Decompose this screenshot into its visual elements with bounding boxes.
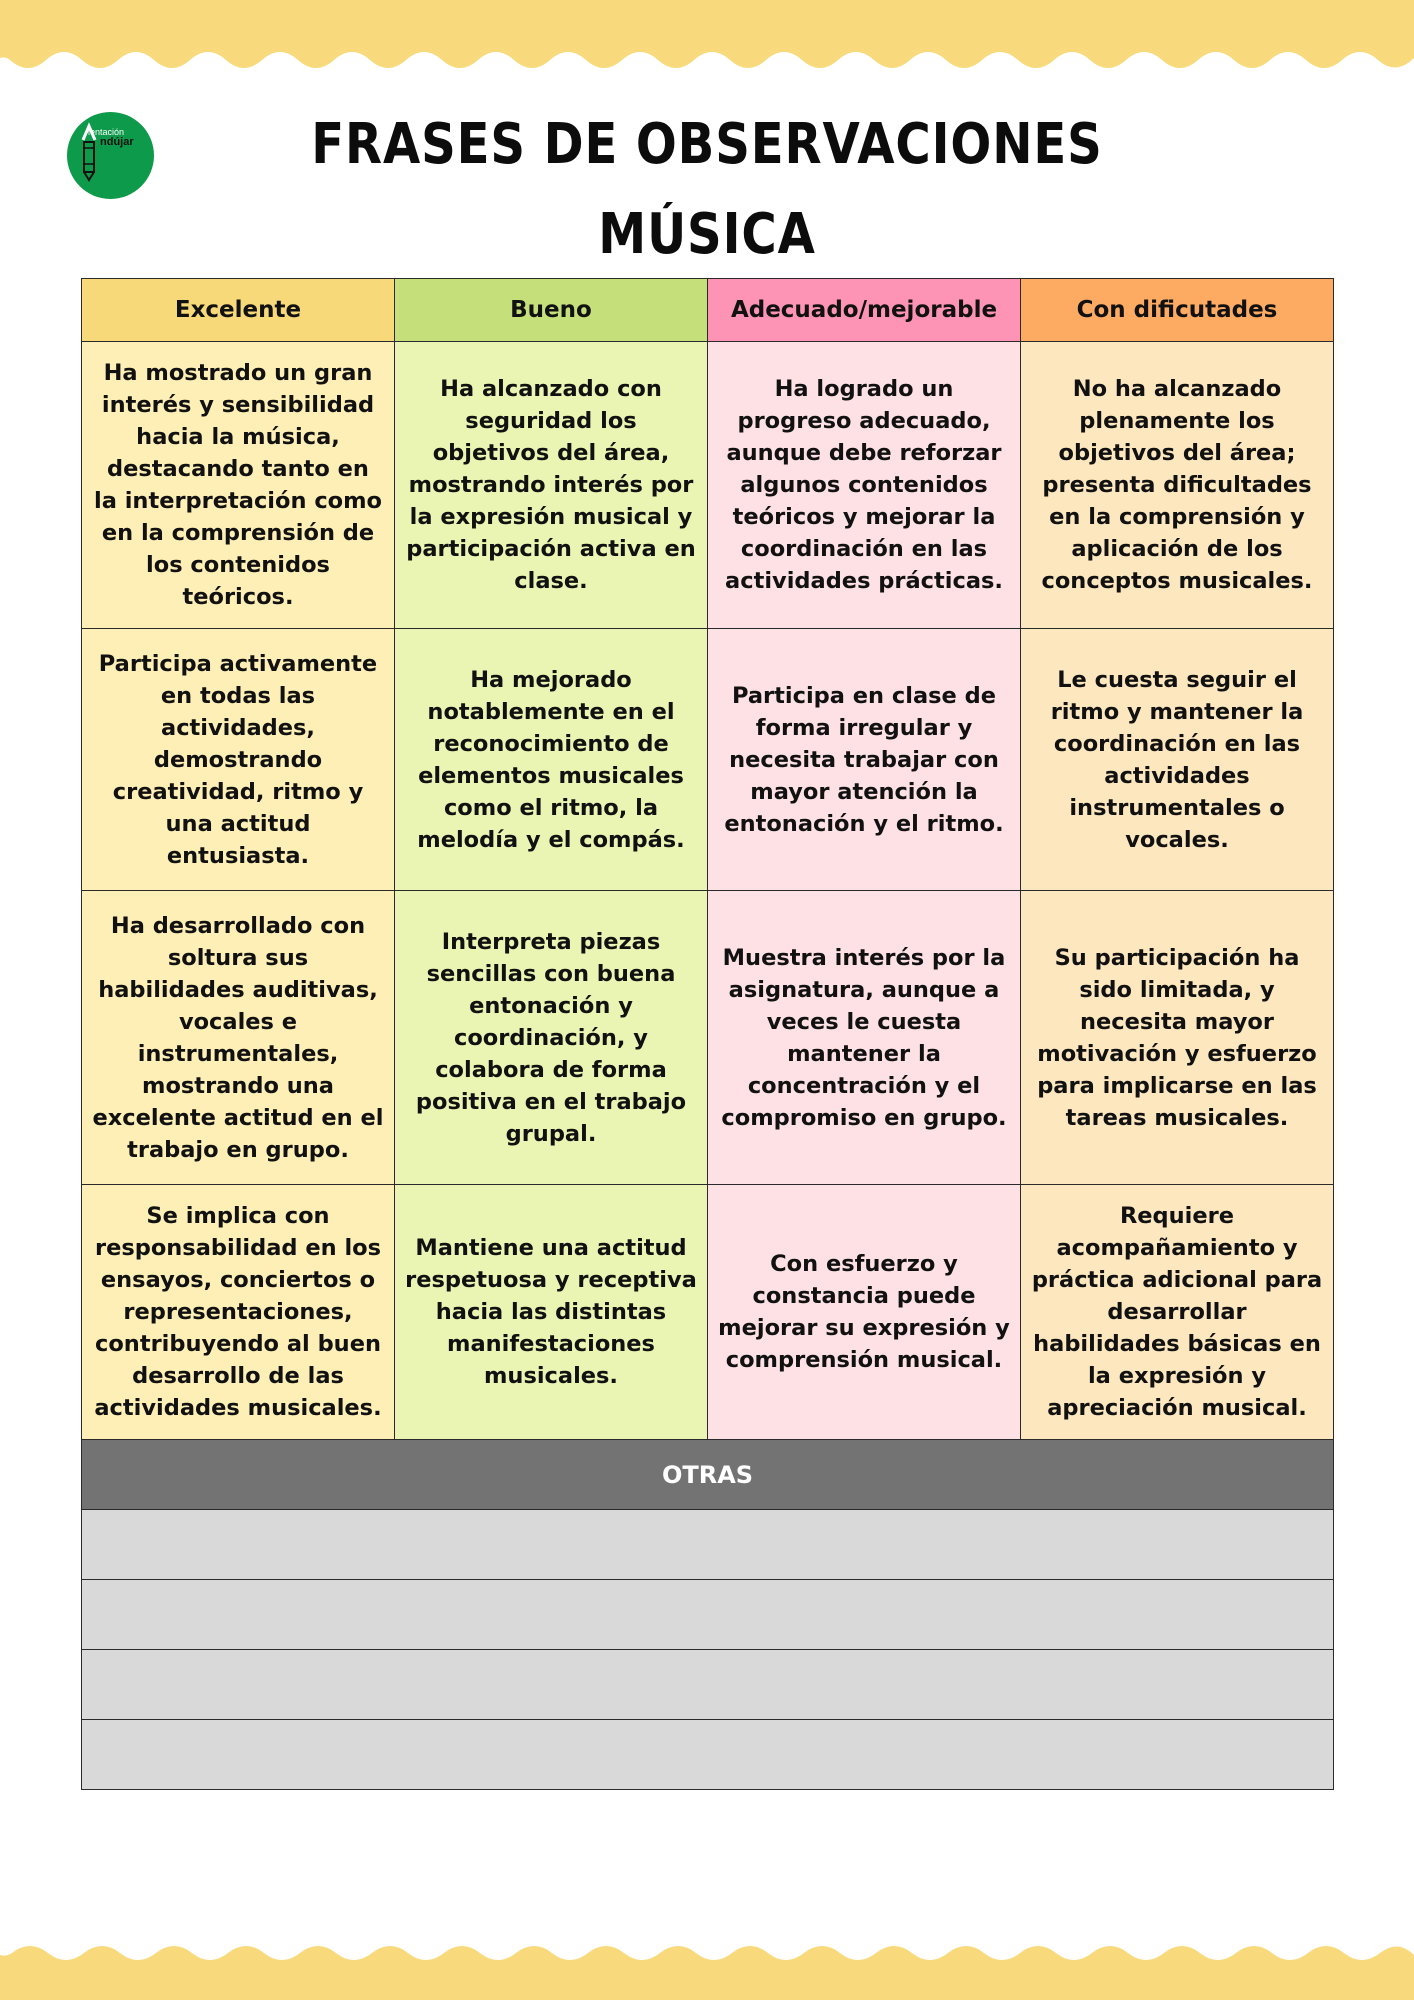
- table-cell: Muestra interés por la asignatura, aunque a veces le cuesta mantener la concentración y el compromiso en grupo.: [708, 891, 1021, 1185]
- table-cell: Ha desarrollado con soltura sus habilidades auditivas, vocales e instrumentales, mostrando una excelente actitud en el trabajo en grupo.: [82, 891, 395, 1185]
- title-line-1: FRASES DE OBSERVACIONES: [311, 112, 1103, 177]
- top-wave-decoration: [0, 0, 1414, 80]
- logo-text-line2: ndújar: [100, 136, 134, 148]
- table-cell: Participa en clase de forma irregular y necesita trabajar con mayor atención la entonación y el ritmo.: [708, 629, 1021, 891]
- blank-row: [82, 1510, 1334, 1580]
- table-cell: Su participación ha sido limitada, y necesita mayor motivación y esfuerzo para implicarse en las tareas musicales.: [1021, 891, 1334, 1185]
- header-row: [82, 279, 1334, 342]
- table-cell: Requiere acompañamiento y práctica adicional para desarrollar habilidades básicas en la expresión y apreciación musical.: [1021, 1185, 1334, 1440]
- blank-cell[interactable]: [82, 1510, 1334, 1580]
- table-cell: Con esfuerzo y constancia puede mejorar su expresión y comprensión musical.: [708, 1185, 1021, 1440]
- table-cell: No ha alcanzado plenamente los objetivos del área; presenta dificultades en la comprensión y aplicación de los conceptos musicales.: [1021, 342, 1334, 629]
- observaciones-table: [81, 278, 1334, 1790]
- table-cell: Ha logrado un progreso adecuado, aunque debe reforzar algunos contenidos teóricos y mejorar la coordinación en las actividades prácticas.: [708, 342, 1021, 629]
- title-line-2: MÚSICA: [598, 202, 816, 267]
- table-cell: Ha mejorado notablemente en el reconocimiento de elementos musicales como el ritmo, la melodía y el compás.: [395, 629, 708, 891]
- blank-row: [82, 1720, 1334, 1790]
- table-cell: Ha mostrado un gran interés y sensibilidad hacia la música, destacando tanto en la interpretación como en la comprensión de los contenidos teóricos.: [82, 342, 395, 629]
- header-adecuado: Adecuado/mejorable: [708, 279, 1021, 342]
- header-excelente: Excelente: [82, 279, 395, 342]
- otras-header-row: [82, 1440, 1334, 1510]
- table-cell: Ha alcanzado con seguridad los objetivos del área, mostrando interés por la expresión musical y participación activa en clase.: [395, 342, 708, 629]
- blank-cell[interactable]: [82, 1650, 1334, 1720]
- page-title: [0, 100, 1414, 280]
- table-cell: Mantiene una actitud respetuosa y receptiva hacia las distintas manifestaciones musicales.: [395, 1185, 708, 1440]
- table-cell: Le cuesta seguir el ritmo y mantener la coordinación en las actividades instrumentales o vocales.: [1021, 629, 1334, 891]
- header-bueno: Bueno: [395, 279, 708, 342]
- table-cell: Participa activamente en todas las actividades, demostrando creatividad, ritmo y una actitud entusiasta.: [82, 629, 395, 891]
- blank-row: [82, 1580, 1334, 1650]
- table-cell: Se implica con responsabilidad en los ensayos, conciertos o representaciones, contribuyendo al buen desarrollo de las actividades musicales.: [82, 1185, 395, 1440]
- table-cell: Interpreta piezas sencillas con buena entonación y coordinación, y colabora de forma positiva en el trabajo grupal.: [395, 891, 708, 1185]
- table-row: [82, 1185, 1334, 1440]
- table-row: [82, 342, 1334, 629]
- bottom-wave-decoration: [0, 1925, 1414, 2000]
- header-dificultades: Con dificutades: [1021, 279, 1334, 342]
- table-row: [82, 629, 1334, 891]
- blank-cell[interactable]: [82, 1720, 1334, 1790]
- table-row: [82, 891, 1334, 1185]
- blank-row: [82, 1650, 1334, 1720]
- otras-label: OTRAS: [82, 1440, 1334, 1510]
- blank-cell[interactable]: [82, 1580, 1334, 1650]
- logo-text-line1: rientación: [85, 127, 125, 137]
